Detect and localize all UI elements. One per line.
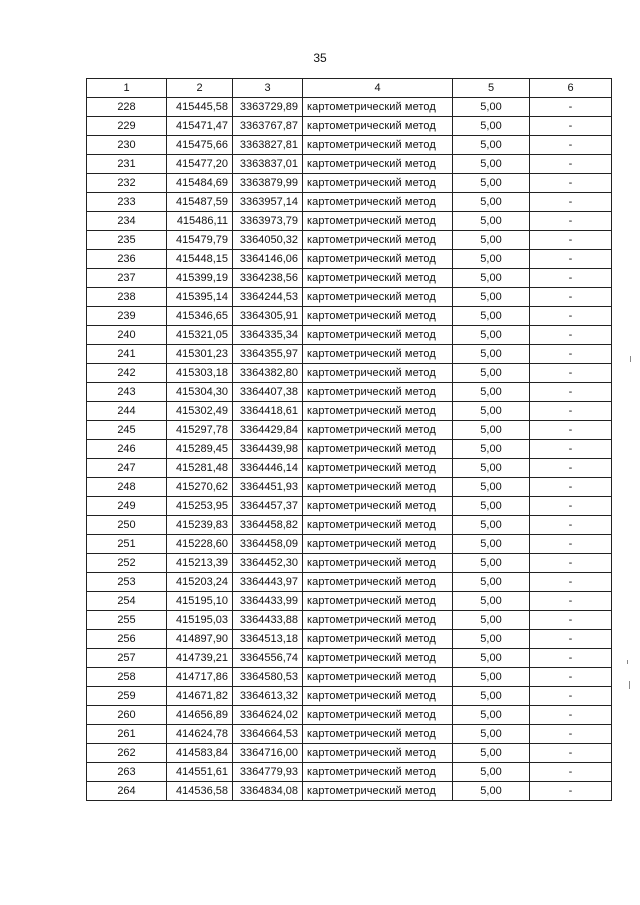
x-coordinate-cell: 415270,62 — [167, 478, 233, 497]
point-number-cell: 242 — [87, 364, 167, 383]
x-coordinate-cell: 415479,79 — [167, 231, 233, 250]
x-coordinate-cell: 415281,48 — [167, 459, 233, 478]
y-coordinate-cell: 3364146,06 — [233, 250, 303, 269]
table-row — [87, 478, 612, 497]
point-number-cell: 237 — [87, 269, 167, 288]
coordinates-table — [86, 78, 612, 801]
point-number-cell: 240 — [87, 326, 167, 345]
note-cell: - — [530, 402, 612, 421]
method-cell: картометрический метод — [303, 155, 453, 174]
accuracy-cell: 5,00 — [453, 706, 530, 725]
table-row — [87, 459, 612, 478]
accuracy-cell: 5,00 — [453, 763, 530, 782]
table-row — [87, 763, 612, 782]
method-cell: картометрический метод — [303, 782, 453, 801]
point-number-cell: 233 — [87, 193, 167, 212]
point-number-cell: 245 — [87, 421, 167, 440]
column-header-6: 6 — [530, 79, 612, 98]
method-cell: картометрический метод — [303, 98, 453, 117]
x-coordinate-cell: 415289,45 — [167, 440, 233, 459]
y-coordinate-cell: 3364458,09 — [233, 535, 303, 554]
y-coordinate-cell: 3363879,99 — [233, 174, 303, 193]
x-coordinate-cell: 415303,18 — [167, 364, 233, 383]
y-coordinate-cell: 3364050,32 — [233, 231, 303, 250]
accuracy-cell: 5,00 — [453, 687, 530, 706]
y-coordinate-cell: 3364433,88 — [233, 611, 303, 630]
y-coordinate-cell: 3364779,93 — [233, 763, 303, 782]
accuracy-cell: 5,00 — [453, 440, 530, 459]
note-cell: - — [530, 136, 612, 155]
x-coordinate-cell: 415475,66 — [167, 136, 233, 155]
accuracy-cell: 5,00 — [453, 611, 530, 630]
method-cell: картометрический метод — [303, 649, 453, 668]
accuracy-cell: 5,00 — [453, 136, 530, 155]
point-number-cell: 249 — [87, 497, 167, 516]
note-cell: - — [530, 687, 612, 706]
y-coordinate-cell: 3364433,99 — [233, 592, 303, 611]
point-number-cell: 257 — [87, 649, 167, 668]
note-cell: - — [530, 706, 612, 725]
x-coordinate-cell: 415486,11 — [167, 212, 233, 231]
point-number-cell: 264 — [87, 782, 167, 801]
y-coordinate-cell: 3364443,97 — [233, 573, 303, 592]
table-row — [87, 136, 612, 155]
y-coordinate-cell: 3364624,02 — [233, 706, 303, 725]
x-coordinate-cell: 414583,84 — [167, 744, 233, 763]
x-coordinate-cell: 415321,05 — [167, 326, 233, 345]
table-row — [87, 212, 612, 231]
x-coordinate-cell: 415395,14 — [167, 288, 233, 307]
point-number-cell: 243 — [87, 383, 167, 402]
accuracy-cell: 5,00 — [453, 630, 530, 649]
method-cell: картометрический метод — [303, 326, 453, 345]
column-header-5: 5 — [453, 79, 530, 98]
method-cell: картометрический метод — [303, 478, 453, 497]
method-cell: картометрический метод — [303, 421, 453, 440]
y-coordinate-cell: 3364513,18 — [233, 630, 303, 649]
note-cell: - — [530, 326, 612, 345]
scan-speck — [630, 356, 631, 362]
accuracy-cell: 5,00 — [453, 725, 530, 744]
point-number-cell: 235 — [87, 231, 167, 250]
column-header-1: 1 — [87, 79, 167, 98]
y-coordinate-cell: 3363837,01 — [233, 155, 303, 174]
accuracy-cell: 5,00 — [453, 117, 530, 136]
x-coordinate-cell: 415253,95 — [167, 497, 233, 516]
method-cell: картометрический метод — [303, 535, 453, 554]
method-cell: картометрический метод — [303, 345, 453, 364]
y-coordinate-cell: 3364305,91 — [233, 307, 303, 326]
note-cell: - — [530, 193, 612, 212]
point-number-cell: 241 — [87, 345, 167, 364]
note-cell: - — [530, 421, 612, 440]
method-cell: картометрический метод — [303, 250, 453, 269]
method-cell: картометрический метод — [303, 307, 453, 326]
table-row — [87, 630, 612, 649]
y-coordinate-cell: 3364556,74 — [233, 649, 303, 668]
column-header-2: 2 — [167, 79, 233, 98]
accuracy-cell: 5,00 — [453, 402, 530, 421]
y-coordinate-cell: 3364580,53 — [233, 668, 303, 687]
method-cell: картометрический метод — [303, 364, 453, 383]
table-row — [87, 269, 612, 288]
accuracy-cell: 5,00 — [453, 649, 530, 668]
note-cell: - — [530, 535, 612, 554]
method-cell: картометрический метод — [303, 573, 453, 592]
table-row — [87, 516, 612, 535]
note-cell: - — [530, 231, 612, 250]
accuracy-cell: 5,00 — [453, 326, 530, 345]
table-row — [87, 117, 612, 136]
column-header-3: 3 — [233, 79, 303, 98]
method-cell: картометрический метод — [303, 402, 453, 421]
y-coordinate-cell: 3364244,53 — [233, 288, 303, 307]
note-cell: - — [530, 212, 612, 231]
x-coordinate-cell: 415304,30 — [167, 383, 233, 402]
point-number-cell: 253 — [87, 573, 167, 592]
table-row — [87, 649, 612, 668]
note-cell: - — [530, 573, 612, 592]
point-number-cell: 261 — [87, 725, 167, 744]
table-row — [87, 288, 612, 307]
x-coordinate-cell: 414897,90 — [167, 630, 233, 649]
x-coordinate-cell: 414739,21 — [167, 649, 233, 668]
table-row — [87, 687, 612, 706]
x-coordinate-cell: 414536,58 — [167, 782, 233, 801]
table-row — [87, 725, 612, 744]
note-cell: - — [530, 364, 612, 383]
method-cell: картометрический метод — [303, 440, 453, 459]
note-cell: - — [530, 630, 612, 649]
note-cell: - — [530, 592, 612, 611]
point-number-cell: 258 — [87, 668, 167, 687]
accuracy-cell: 5,00 — [453, 193, 530, 212]
x-coordinate-cell: 415228,60 — [167, 535, 233, 554]
table-row — [87, 668, 612, 687]
y-coordinate-cell: 3364834,08 — [233, 782, 303, 801]
note-cell: - — [530, 725, 612, 744]
note-cell: - — [530, 668, 612, 687]
table-row — [87, 421, 612, 440]
accuracy-cell: 5,00 — [453, 364, 530, 383]
method-cell: картометрический метод — [303, 136, 453, 155]
scan-speck — [627, 660, 628, 664]
x-coordinate-cell: 415346,65 — [167, 307, 233, 326]
accuracy-cell: 5,00 — [453, 174, 530, 193]
y-coordinate-cell: 3364382,80 — [233, 364, 303, 383]
accuracy-cell: 5,00 — [453, 421, 530, 440]
point-number-cell: 255 — [87, 611, 167, 630]
method-cell: картометрический метод — [303, 193, 453, 212]
header-row — [87, 79, 612, 98]
accuracy-cell: 5,00 — [453, 288, 530, 307]
x-coordinate-cell: 415301,23 — [167, 345, 233, 364]
point-number-cell: 248 — [87, 478, 167, 497]
note-cell: - — [530, 345, 612, 364]
method-cell: картометрический метод — [303, 687, 453, 706]
x-coordinate-cell: 415399,19 — [167, 269, 233, 288]
table-row — [87, 383, 612, 402]
y-coordinate-cell: 3364716,00 — [233, 744, 303, 763]
point-number-cell: 232 — [87, 174, 167, 193]
table-row — [87, 592, 612, 611]
accuracy-cell: 5,00 — [453, 497, 530, 516]
accuracy-cell: 5,00 — [453, 269, 530, 288]
table-row — [87, 554, 612, 573]
x-coordinate-cell: 414671,82 — [167, 687, 233, 706]
accuracy-cell: 5,00 — [453, 782, 530, 801]
y-coordinate-cell: 3363767,87 — [233, 117, 303, 136]
method-cell: картометрический метод — [303, 383, 453, 402]
method-cell: картометрический метод — [303, 744, 453, 763]
note-cell: - — [530, 782, 612, 801]
method-cell: картометрический метод — [303, 592, 453, 611]
y-coordinate-cell: 3364418,61 — [233, 402, 303, 421]
point-number-cell: 251 — [87, 535, 167, 554]
x-coordinate-cell: 415195,10 — [167, 592, 233, 611]
accuracy-cell: 5,00 — [453, 212, 530, 231]
note-cell: - — [530, 174, 612, 193]
table-row — [87, 98, 612, 117]
y-coordinate-cell: 3364446,14 — [233, 459, 303, 478]
note-cell: - — [530, 459, 612, 478]
point-number-cell: 259 — [87, 687, 167, 706]
table-row — [87, 744, 612, 763]
table-row — [87, 706, 612, 725]
table-row — [87, 364, 612, 383]
y-coordinate-cell: 3364664,53 — [233, 725, 303, 744]
table-row — [87, 250, 612, 269]
table-row — [87, 231, 612, 250]
y-coordinate-cell: 3364613,32 — [233, 687, 303, 706]
point-number-cell: 247 — [87, 459, 167, 478]
y-coordinate-cell: 3363827,81 — [233, 136, 303, 155]
point-number-cell: 229 — [87, 117, 167, 136]
page-number: 35 — [313, 51, 327, 65]
accuracy-cell: 5,00 — [453, 516, 530, 535]
method-cell: картометрический метод — [303, 516, 453, 535]
x-coordinate-cell: 415213,39 — [167, 554, 233, 573]
scan-speck — [629, 681, 630, 689]
note-cell: - — [530, 516, 612, 535]
method-cell: картометрический метод — [303, 706, 453, 725]
table-row — [87, 402, 612, 421]
note-cell: - — [530, 288, 612, 307]
accuracy-cell: 5,00 — [453, 478, 530, 497]
note-cell: - — [530, 155, 612, 174]
accuracy-cell: 5,00 — [453, 307, 530, 326]
accuracy-cell: 5,00 — [453, 250, 530, 269]
note-cell: - — [530, 649, 612, 668]
method-cell: картометрический метод — [303, 725, 453, 744]
table-row — [87, 611, 612, 630]
accuracy-cell: 5,00 — [453, 383, 530, 402]
note-cell: - — [530, 307, 612, 326]
x-coordinate-cell: 414656,89 — [167, 706, 233, 725]
y-coordinate-cell: 3364238,56 — [233, 269, 303, 288]
method-cell: картометрический метод — [303, 269, 453, 288]
accuracy-cell: 5,00 — [453, 535, 530, 554]
y-coordinate-cell: 3364439,98 — [233, 440, 303, 459]
method-cell: картометрический метод — [303, 212, 453, 231]
y-coordinate-cell: 3363973,79 — [233, 212, 303, 231]
y-coordinate-cell: 3364457,37 — [233, 497, 303, 516]
note-cell: - — [530, 98, 612, 117]
point-number-cell: 246 — [87, 440, 167, 459]
method-cell: картометрический метод — [303, 288, 453, 307]
point-number-cell: 238 — [87, 288, 167, 307]
table-row — [87, 174, 612, 193]
table-row — [87, 345, 612, 364]
accuracy-cell: 5,00 — [453, 459, 530, 478]
y-coordinate-cell: 3364429,84 — [233, 421, 303, 440]
x-coordinate-cell: 415445,58 — [167, 98, 233, 117]
table-body — [87, 98, 612, 801]
table-row — [87, 573, 612, 592]
y-coordinate-cell: 3364452,30 — [233, 554, 303, 573]
note-cell: - — [530, 117, 612, 136]
x-coordinate-cell: 415487,59 — [167, 193, 233, 212]
note-cell: - — [530, 269, 612, 288]
accuracy-cell: 5,00 — [453, 554, 530, 573]
table-row — [87, 193, 612, 212]
table-row — [87, 535, 612, 554]
x-coordinate-cell: 414551,61 — [167, 763, 233, 782]
accuracy-cell: 5,00 — [453, 744, 530, 763]
x-coordinate-cell: 414624,78 — [167, 725, 233, 744]
table-row — [87, 782, 612, 801]
point-number-cell: 231 — [87, 155, 167, 174]
accuracy-cell: 5,00 — [453, 345, 530, 364]
note-cell: - — [530, 744, 612, 763]
method-cell: картометрический метод — [303, 668, 453, 687]
y-coordinate-cell: 3364458,82 — [233, 516, 303, 535]
x-coordinate-cell: 415484,69 — [167, 174, 233, 193]
column-header-4: 4 — [303, 79, 453, 98]
point-number-cell: 228 — [87, 98, 167, 117]
note-cell: - — [530, 763, 612, 782]
point-number-cell: 260 — [87, 706, 167, 725]
y-coordinate-cell: 3364451,93 — [233, 478, 303, 497]
method-cell: картометрический метод — [303, 554, 453, 573]
x-coordinate-cell: 415297,78 — [167, 421, 233, 440]
note-cell: - — [530, 554, 612, 573]
table-row — [87, 497, 612, 516]
x-coordinate-cell: 415448,15 — [167, 250, 233, 269]
method-cell: картометрический метод — [303, 231, 453, 250]
note-cell: - — [530, 497, 612, 516]
accuracy-cell: 5,00 — [453, 592, 530, 611]
y-coordinate-cell: 3364355,97 — [233, 345, 303, 364]
accuracy-cell: 5,00 — [453, 98, 530, 117]
point-number-cell: 254 — [87, 592, 167, 611]
note-cell: - — [530, 383, 612, 402]
note-cell: - — [530, 478, 612, 497]
x-coordinate-cell: 414717,86 — [167, 668, 233, 687]
note-cell: - — [530, 611, 612, 630]
y-coordinate-cell: 3363957,14 — [233, 193, 303, 212]
point-number-cell: 236 — [87, 250, 167, 269]
method-cell: картометрический метод — [303, 174, 453, 193]
point-number-cell: 250 — [87, 516, 167, 535]
x-coordinate-cell: 415302,49 — [167, 402, 233, 421]
x-coordinate-cell: 415239,83 — [167, 516, 233, 535]
accuracy-cell: 5,00 — [453, 231, 530, 250]
x-coordinate-cell: 415203,24 — [167, 573, 233, 592]
y-coordinate-cell: 3363729,89 — [233, 98, 303, 117]
point-number-cell: 252 — [87, 554, 167, 573]
y-coordinate-cell: 3364407,38 — [233, 383, 303, 402]
method-cell: картометрический метод — [303, 611, 453, 630]
point-number-cell: 244 — [87, 402, 167, 421]
accuracy-cell: 5,00 — [453, 573, 530, 592]
accuracy-cell: 5,00 — [453, 668, 530, 687]
note-cell: - — [530, 250, 612, 269]
table-row — [87, 307, 612, 326]
table-row — [87, 440, 612, 459]
table-header — [87, 79, 612, 98]
point-number-cell: 230 — [87, 136, 167, 155]
method-cell: картометрический метод — [303, 497, 453, 516]
y-coordinate-cell: 3364335,34 — [233, 326, 303, 345]
x-coordinate-cell: 415477,20 — [167, 155, 233, 174]
method-cell: картометрический метод — [303, 630, 453, 649]
x-coordinate-cell: 415195,03 — [167, 611, 233, 630]
point-number-cell: 234 — [87, 212, 167, 231]
method-cell: картометрический метод — [303, 459, 453, 478]
point-number-cell: 263 — [87, 763, 167, 782]
point-number-cell: 262 — [87, 744, 167, 763]
table-row — [87, 155, 612, 174]
table-row — [87, 326, 612, 345]
x-coordinate-cell: 415471,47 — [167, 117, 233, 136]
note-cell: - — [530, 440, 612, 459]
method-cell: картометрический метод — [303, 763, 453, 782]
point-number-cell: 256 — [87, 630, 167, 649]
method-cell: картометрический метод — [303, 117, 453, 136]
accuracy-cell: 5,00 — [453, 155, 530, 174]
point-number-cell: 239 — [87, 307, 167, 326]
